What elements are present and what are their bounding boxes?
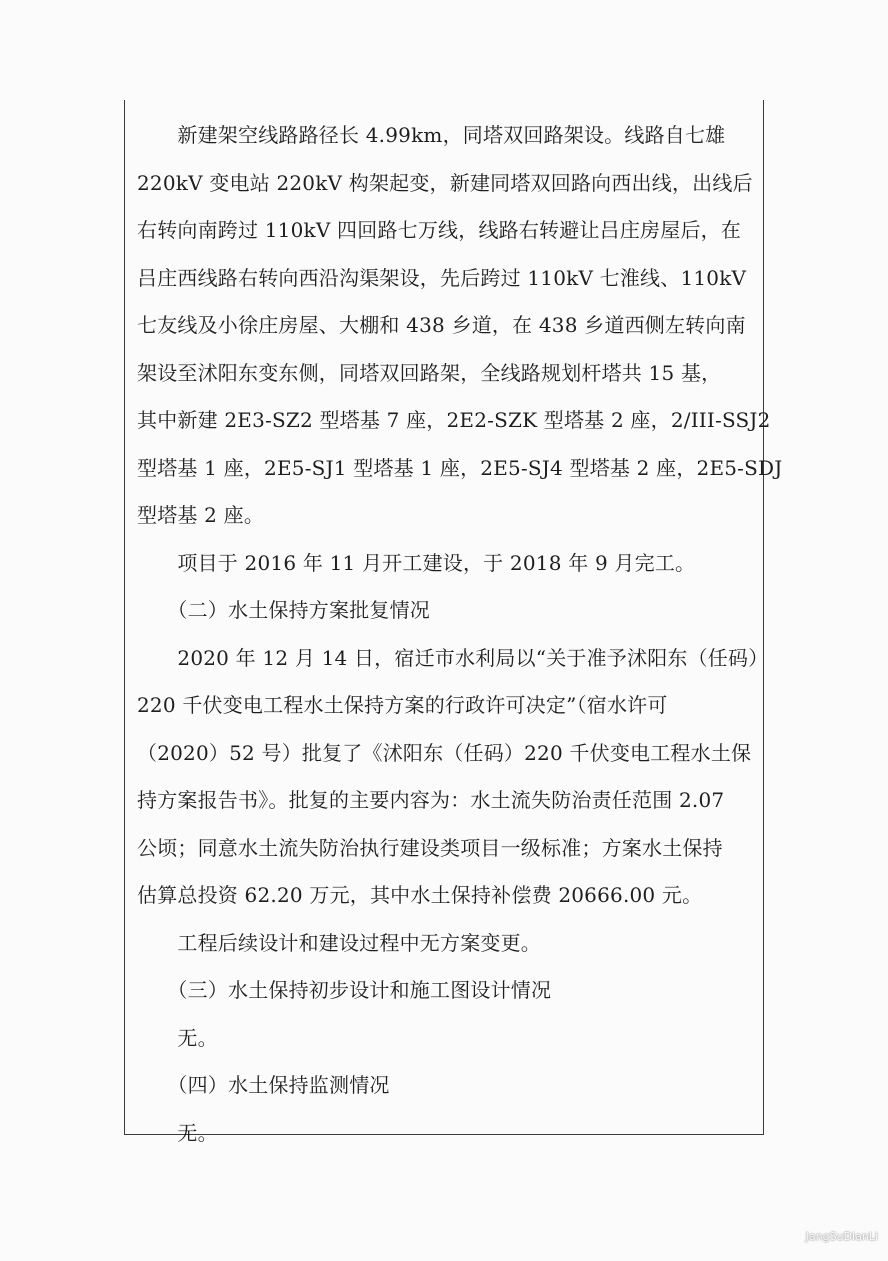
text-line: 架设至沭阳东变东侧，同塔双回路架，全线路规划杆塔共 15 基， <box>137 360 722 385</box>
text-line: 右转向南跨过 110kV 四回路七万线，线路右转避让吕庄房屋后，在 <box>137 218 742 242</box>
text-line: 项目于 2016 年 11 月开工建设，于 2018 年 9 月完工。 <box>137 550 696 575</box>
text-line: 型塔基 2 座。 <box>137 503 265 527</box>
text-line: 工程后续设计和建设过程中无方案变更。 <box>137 930 541 955</box>
section-heading: （二）水土保持方案批复情况 <box>137 598 430 622</box>
section-heading: （四）水土保持监测情况 <box>137 1073 390 1097</box>
text-line: 七友线及小徐庄房屋、大棚和 438 乡道，在 438 乡道西侧左转向南 <box>137 313 746 337</box>
section-heading: （三）水土保持初步设计和施工图设计情况 <box>137 978 552 1002</box>
text-line: 吕庄西线路右转向西沿沟渠架设，先后跨过 110kV 七淮线、110kV <box>137 265 747 290</box>
text-line: 型塔基 1 座，2E5-SJ1 型塔基 1 座，2E5-SJ4 型塔基 2 座，2E5-SDJ <box>137 455 783 480</box>
document-body <box>137 112 783 1157</box>
text-line: 持方案报告书》。批复的主要内容为：水土流失防治责任范围 2.07 <box>137 788 725 812</box>
text-line: 其中新建 2E3-SZ2 型塔基 7 座，2E2-SZK 型塔基 2 座，2/III-SSJ2 <box>137 408 771 432</box>
text-line: 新建架空线路路径长 4.99km，同塔双回路架设。线路自七雄 <box>137 123 726 147</box>
watermark: JangSuDianLi <box>805 1230 878 1243</box>
text-line: 无。 <box>137 1120 218 1145</box>
text-line: 220 千伏变电工程水土保持方案的行政许可决定”（宿水许可 <box>137 693 668 717</box>
text-line: 无。 <box>137 1025 218 1050</box>
text-line: 220kV 变电站 220kV 构架起变，新建同塔双回路向西出线，出线后 <box>137 170 753 195</box>
text-line: 公顷；同意水土流失防治执行建设类项目一级标准；方案水土保持 <box>137 835 723 860</box>
text-line: （2020）52 号）批复了《沭阳东（任码）220 千伏变电工程水土保 <box>137 740 752 765</box>
text-line: 估算总投资 62.20 万元，其中水土保持补偿费 20666.00 元。 <box>137 883 703 907</box>
text-line: 2020 年 12 月 14 日，宿迁市水利局以“关于准予沭阳东（任码） <box>137 645 769 670</box>
